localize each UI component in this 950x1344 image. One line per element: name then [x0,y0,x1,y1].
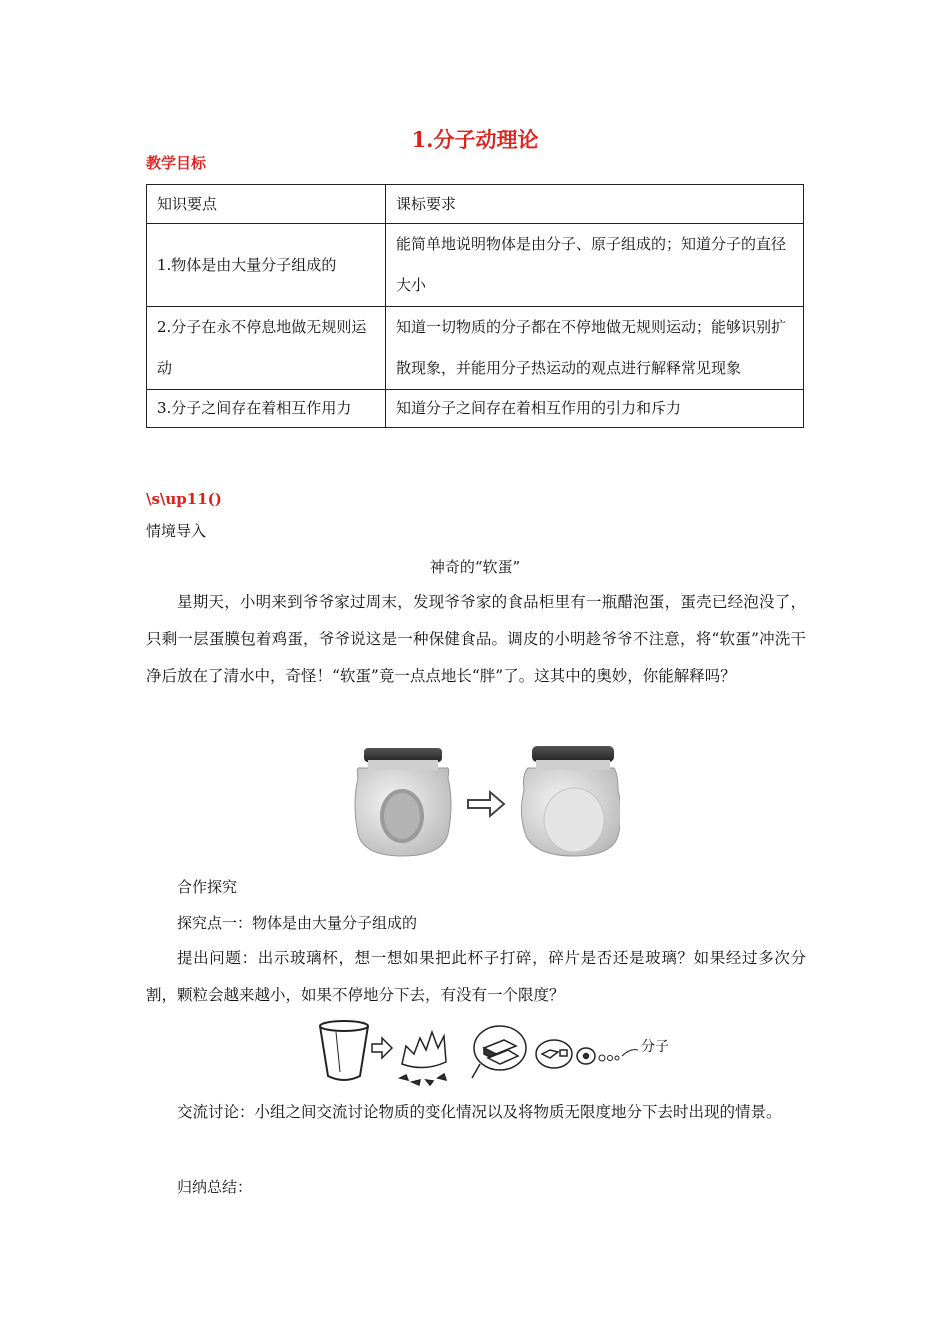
jar-after-icon [521,746,620,856]
tiny-circle-icon [577,1048,595,1064]
summary-label: 归纳总结： [177,1178,253,1196]
table-cell-point: 2.分子在永不停息地做无规则运动 [147,307,386,390]
jar-before-icon [355,748,451,856]
magnified-circle-icon [472,1026,526,1078]
table-cell-point: 1.物体是由大量分子组成的 [147,224,386,307]
glass-cup-icon [320,1021,368,1080]
arrow-right-icon [468,792,504,816]
molecule-label: 分子 [641,1039,669,1055]
pointer-line [622,1050,638,1056]
table-cell-requirement: 能简单地说明物体是由分子、原子组成的；知道分子的直径大小 [386,224,804,307]
table-cell-requirement: 知道分子之间存在着相互作用的引力和斥力 [386,390,804,428]
arrow-right-icon [372,1038,392,1058]
discussion-paragraph: 交流讨论：小组之间交流讨论物质的变化情况以及将物质无限度地分下去时出现的情景。 [177,1103,782,1121]
code-marker: \s\up11() [146,490,222,508]
smaller-circle-icon [536,1040,572,1068]
table-row [147,224,804,307]
question-paragraph: 提出问题：出示玻璃杯，想一想如果把此杯子打碎，碎片是否还是玻璃？如果经过多次分割，颗粒会越来越小，如果不停地分下去，有没有一个限度？ [146,949,806,1004]
broken-cup-icon [400,1032,446,1085]
table-cell-point: 3.分子之间存在着相互作用力 [147,390,386,428]
table-header-cell: 知识要点 [147,185,386,224]
table-header-row [147,185,804,224]
table-cell-requirement: 知道一切物质的分子都在不停地做无规则运动；能够识别扩散现象，并能用分子热运动的观点进行解释常见现象 [386,307,804,390]
goals-table [146,184,804,428]
intro-label: 情境导入 [146,522,207,540]
explore-label: 合作探究 [177,878,238,896]
story-title: 神奇的“软蛋” [429,558,521,576]
explore-point: 探究点一：物体是由大量分子组成的 [177,914,418,932]
table-row [147,307,804,390]
table-header-cell: 课标要求 [386,185,804,224]
page-title: 1.分子动理论 [411,127,539,152]
cup-division-figure [316,1018,672,1090]
jar-egg-figure [350,744,620,860]
molecule-dots-icon [599,1055,619,1061]
goals-heading: 教学目标 [146,154,207,172]
story-paragraph: 星期天，小明来到爷爷家过周末，发现爷爷家的食品柜里有一瓶醋泡蛋，蛋壳已经泡没了，只剩一层蛋膜包着鸡蛋，爷爷说这是一种保健食品。调皮的小明趁爷爷不注意，将“软蛋”冲洗干净后放在了清水中，奇怪！“软蛋”竟一点点地长“胖”了。这其中的奥妙，你能解释吗？ [146,593,806,685]
table-row [147,390,804,428]
